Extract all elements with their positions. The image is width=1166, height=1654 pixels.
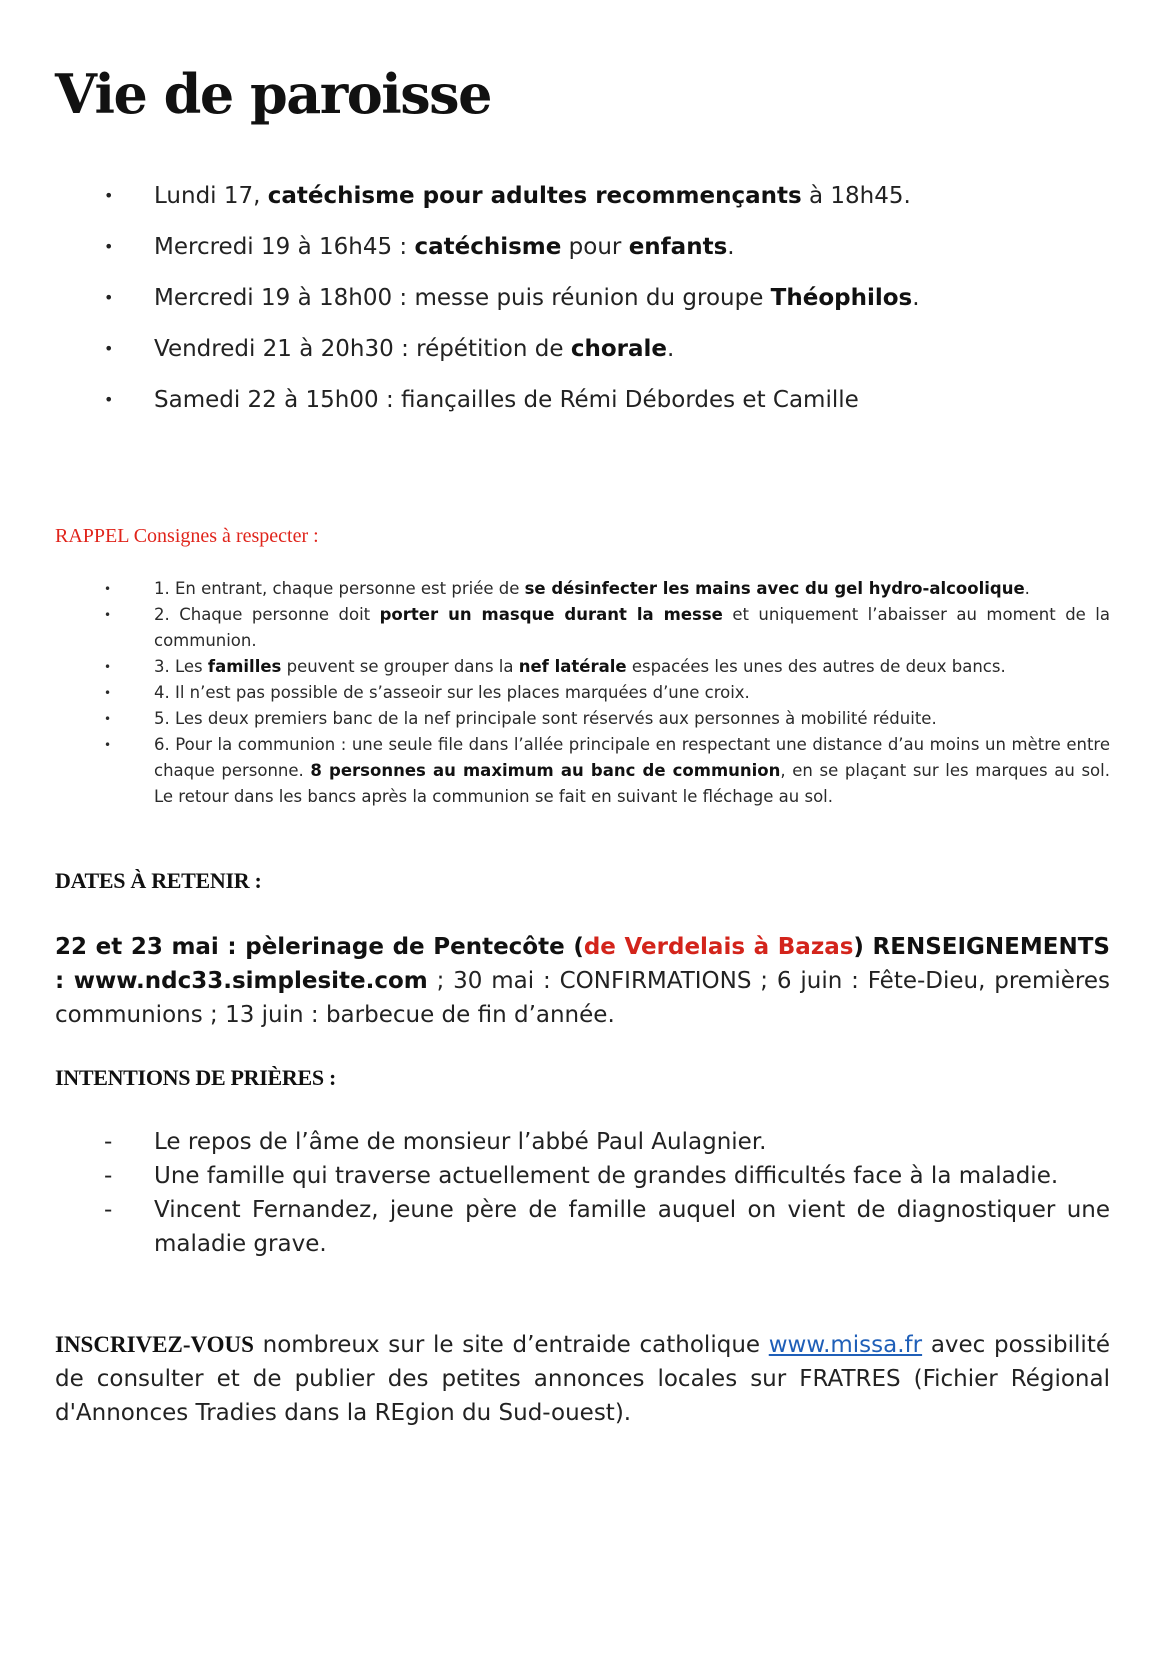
rule-text: 4. Il n’est pas possible de s’asseoir sur les places marquées d’une croix. [154,683,750,702]
dash-bullet: - [104,1197,113,1223]
rappel-heading: RAPPEL Consignes à respecter : [55,525,319,547]
rule-item [0,706,1166,732]
rule-item [0,680,1166,706]
bullet-icon: • [104,339,114,358]
bullet-icon: • [104,686,112,700]
event-text: Vendredi 21 à 20h30 : répétition de chorale. [154,336,675,362]
dates-paragraph: 22 et 23 mai : pèlerinage de Pentecôte (de Verdelais à Bazas) RENSEIGNEMENTS : www.ndc33.simplesite.com ; 30 mai : CONFIRMATIONS ; 6 juin : Fête-Dieu, premières communions ; 13 juin : barbecue de fin d’année. [55,934,1110,1028]
intention-text: Vincent Fernandez, jeune père de famille auquel on vient de diagnostiquer une maladie grave. [154,1197,1110,1257]
intention-text: Le repos de l’âme de monsieur l’abbé Paul Aulagnier. [154,1129,767,1155]
rule-text: 6. Pour la communion : une seule file dans l’allée principale en respectant une distance d’au moins un mètre entre chaque personne. 8 personnes au maximum au banc de communion, en se plaçant sur les marques au sol. Le retour dans les bancs après la communion se fait en suivant le fléchage au sol. [154,735,1110,806]
intentions-heading: INTENTIONS DE PRIÈRES : [55,1065,337,1090]
bullet-icon: • [104,582,112,596]
event-text: Mercredi 19 à 18h00 : messe puis réunion du groupe Théophilos. [154,285,920,311]
bullet-icon: • [104,608,112,622]
bullet-icon: • [104,288,114,307]
dash-bullet: - [104,1163,113,1189]
intention-item [0,1159,1166,1193]
rules-list [0,576,1166,810]
intentions-list [0,1125,1166,1261]
rule-item [0,654,1166,680]
inscrivez-lead: INSCRIVEZ-VOUS [55,1332,254,1357]
bullet-icon: • [104,660,112,674]
intention-item [0,1193,1166,1261]
rule-item [0,576,1166,602]
rule-text: 2. Chaque personne doit porter un masque durant la messe et uniquement l’abaisser au moment de la communion. [154,605,1110,650]
rule-text: 5. Les deux premiers banc de la nef principale sont réservés aux personnes à mobilité réduite. [154,709,937,728]
rule-item [0,602,1166,654]
event-text: Samedi 22 à 15h00 : fiançailles de Rémi Débordes et Camille [154,387,859,413]
bullet-icon: • [104,738,112,752]
bullet-icon: • [104,186,114,205]
rule-text: 3. Les familles peuvent se grouper dans la nef latérale espacées les unes des autres de deux bancs. [154,657,1006,676]
dash-bullet: - [104,1129,113,1155]
intention-text: Une famille qui traverse actuellement de grandes difficultés face à la maladie. [154,1163,1059,1189]
rule-text: 1. En entrant, chaque personne est priée de se désinfecter les mains avec du gel hydro-alcoolique. [154,579,1030,598]
event-text: Mercredi 19 à 16h45 : catéchisme pour enfants. [154,234,735,260]
event-text: Lundi 17, catéchisme pour adultes recommençants à 18h45. [154,183,911,209]
inscrivez-paragraph: INSCRIVEZ-VOUS nombreux sur le site d’entraide catholique www.missa.fr avec possibilité de consulter et de publier des petites annonces locales sur FRATRES (Fichier Régional d'Annonces Tradies dans la REgion du Sud-ouest). [55,1332,1110,1426]
intention-item [0,1125,1166,1159]
bullet-icon: • [104,390,114,409]
page-title: Vie de paroisse [55,62,491,126]
bullet-icon: • [104,712,112,726]
dates-heading: DATES À RETENIR : [55,868,262,893]
bullet-icon: • [104,237,114,256]
rule-item [0,732,1166,810]
missa-link[interactable]: www.missa.fr [768,1332,923,1358]
